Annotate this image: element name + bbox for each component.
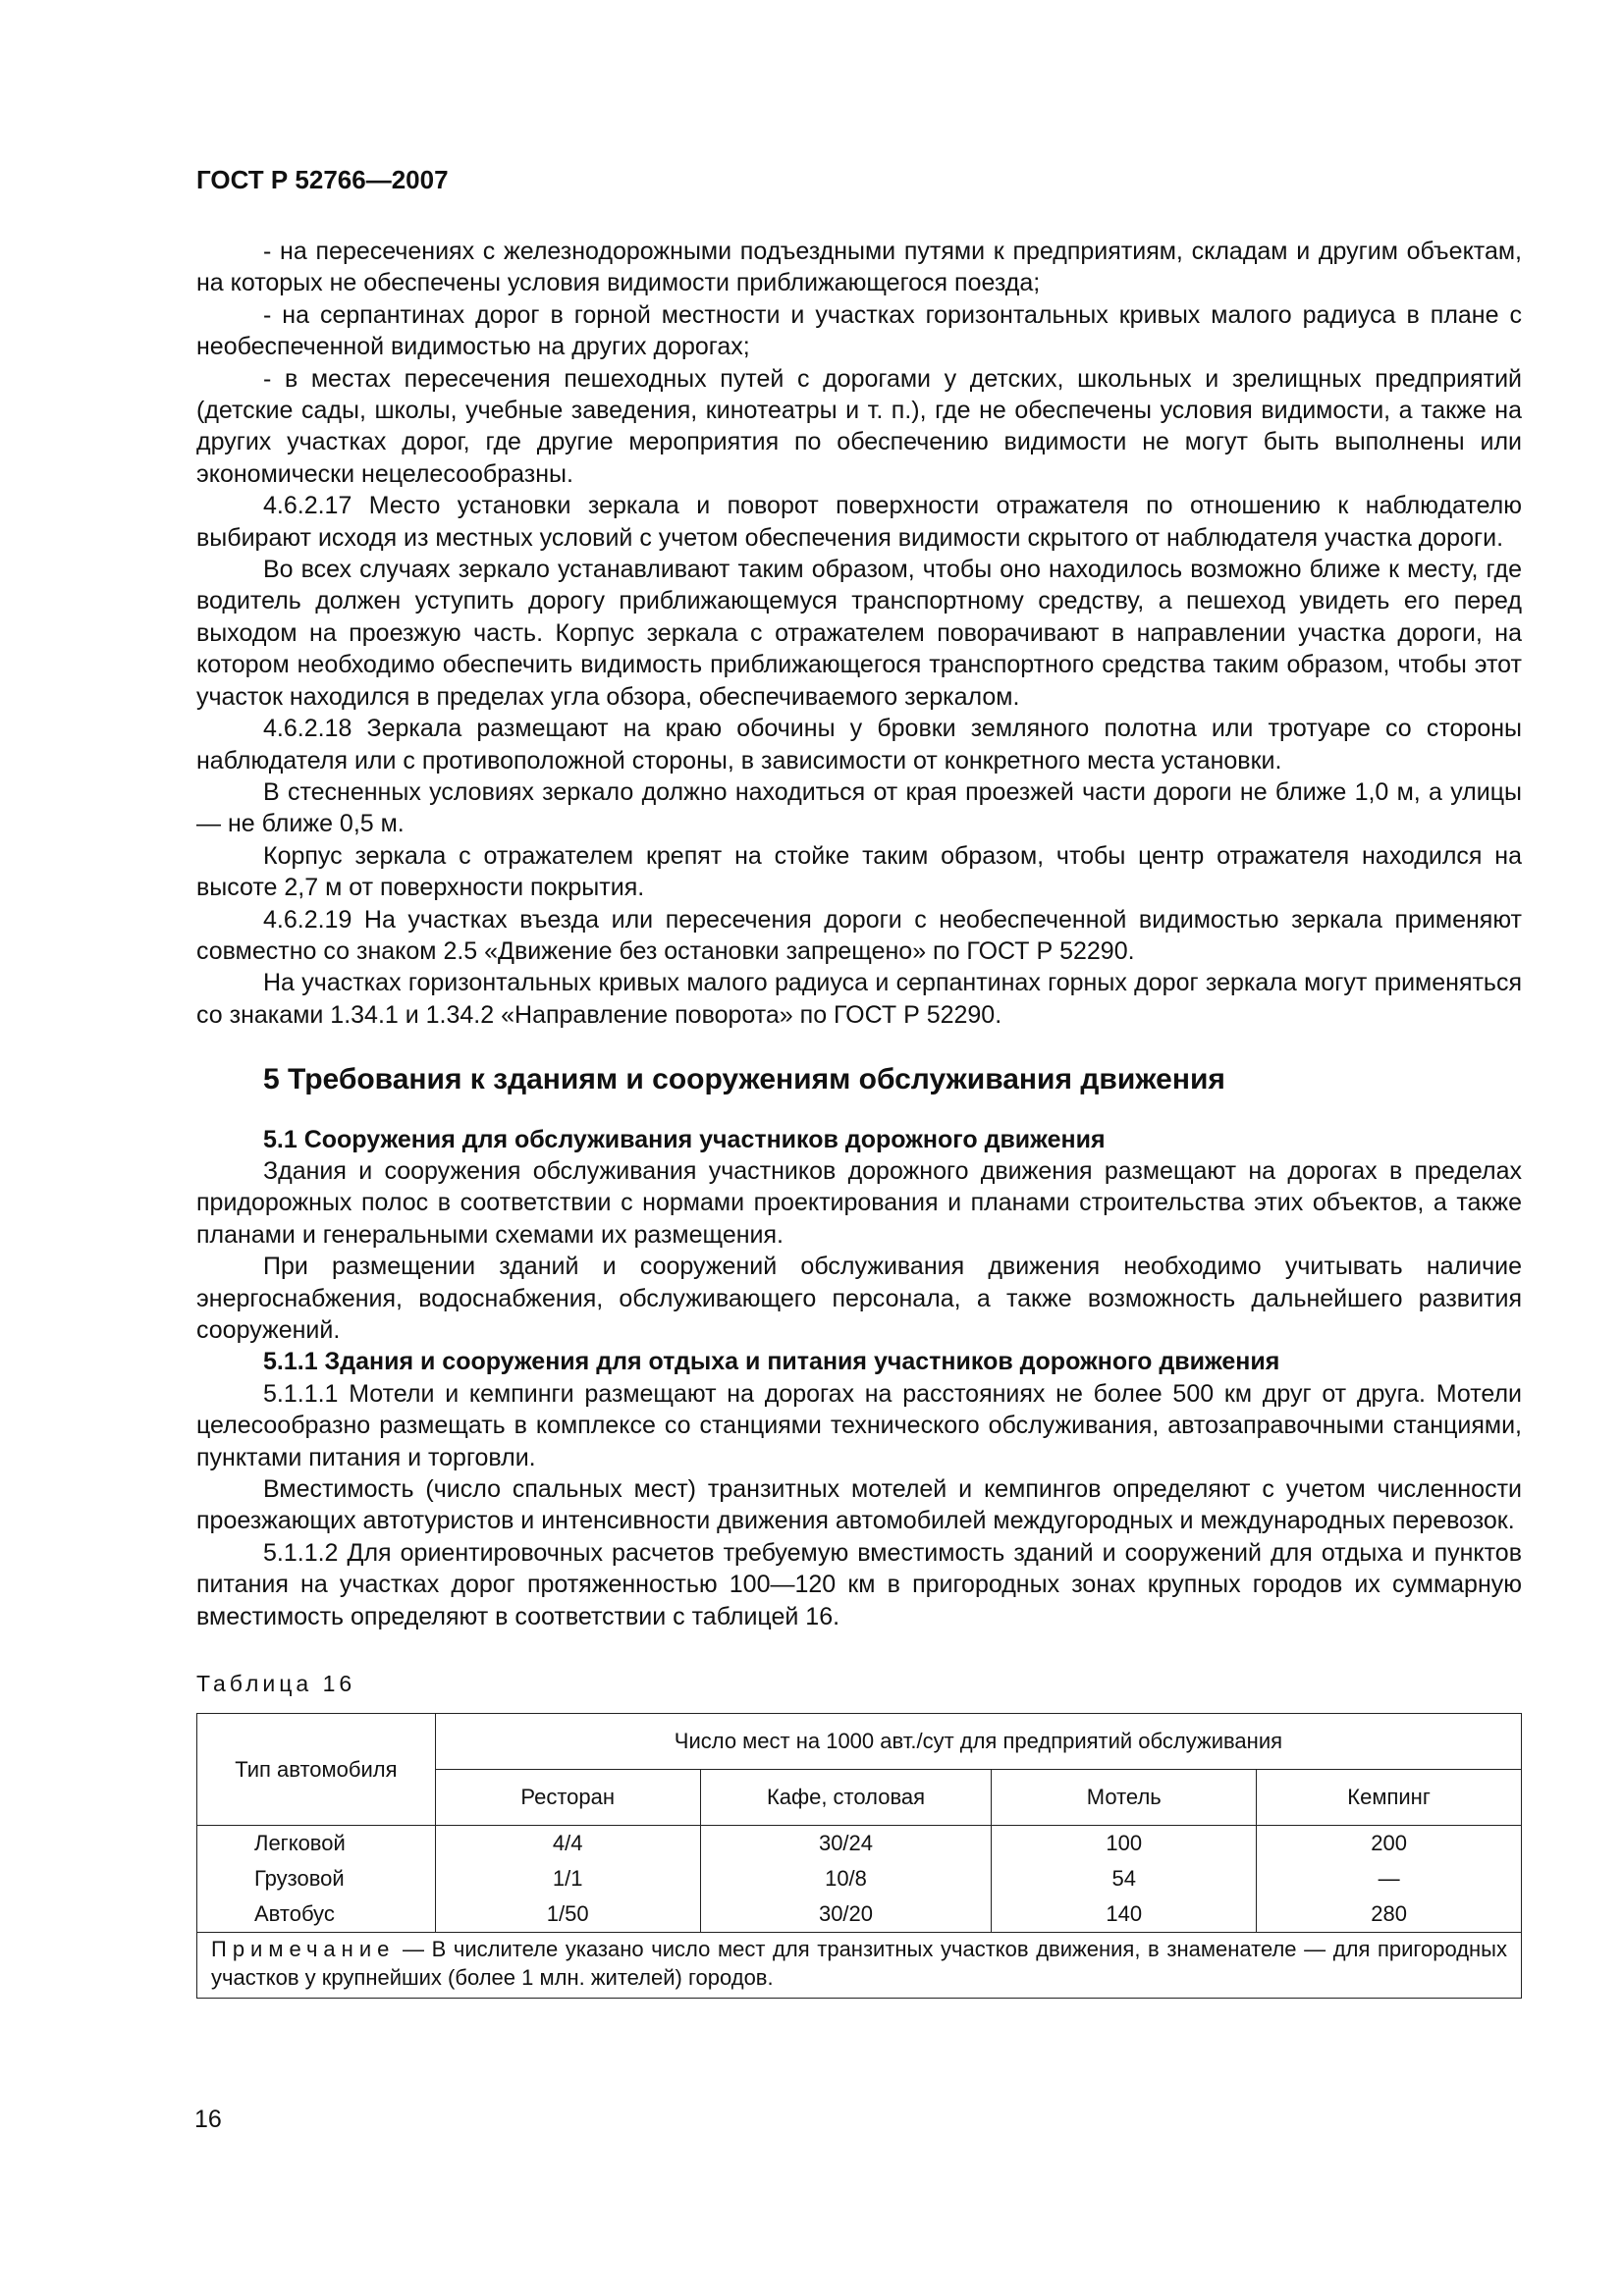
column-header-type: Тип автомобиля bbox=[197, 1714, 436, 1826]
paragraph: Здания и сооружения обслуживания участников дорожного движения размещают на дорогах в пределах придорожных полос в соответствии с нормами проектирования и планами строительства этих объектов, а также планами и генеральными схемами их размещения. bbox=[196, 1156, 1522, 1249]
table-cell: 4/4 bbox=[435, 1826, 700, 1862]
table-cell: 280 bbox=[1257, 1896, 1522, 1933]
paragraph: 5.1.1.2 Для ориентировочных расчетов требуемую вместимость зданий и сооружений для отдыха и пунктов питания на участках дорог протяженностью 100—120 км в пригородных зонах крупных городов их суммарную вместимость определяют в соответствии с таблицей 16. bbox=[196, 1538, 1522, 1630]
section-5-title: 5 Требования к зданиям и сооружениям обслуживания движения bbox=[263, 1063, 1225, 1096]
table-row bbox=[197, 1896, 1522, 1933]
table-cell: 1/1 bbox=[435, 1861, 700, 1896]
table-cell: — bbox=[1257, 1861, 1522, 1896]
table-cell: 30/20 bbox=[700, 1896, 992, 1933]
document-body bbox=[196, 236, 1522, 1999]
column-header: Кафе, столовая bbox=[700, 1770, 992, 1826]
table-row bbox=[197, 1861, 1522, 1896]
table-cell: 200 bbox=[1257, 1826, 1522, 1862]
subsection-5-1-1-title: 5.1.1 Здания и сооружения для отдыха и питания участников дорожного движения bbox=[263, 1348, 1280, 1376]
paragraph: 4.6.2.17 Место установки зеркала и поворот поверхности отражателя по отношению к наблюдателю выбирают исходя из местных условий с учетом обеспечения видимости скрытого от наблюдателя участка дороги. bbox=[196, 492, 1522, 552]
table-cell: 140 bbox=[992, 1896, 1257, 1933]
column-header: Мотель bbox=[992, 1770, 1257, 1826]
table-note-label: Примечание bbox=[211, 1937, 396, 1962]
paragraph: Во всех случаях зеркало устанавливают таким образом, чтобы оно находилось возможно ближе к месту, где водитель должен уступить дорогу приближающемуся транспортному средству, а пешеход увидеть его перед выходом на проезжую часть. Корпус зеркала с отражателем поворачивают в направлении участка дороги, на котором необходимо обеспечить видимость приближающегося транспортного средства таким образом, чтобы этот участок находился в пределах угла обзора, обеспечиваемого зеркалом. bbox=[196, 556, 1522, 711]
table-cell: 54 bbox=[992, 1861, 1257, 1896]
paragraph: 4.6.2.18 Зеркала размещают на краю обочины у бровки земляного полотна или тротуаре со стороны наблюдателя или с противоположной стороны, в зависимости от конкретного места установки. bbox=[196, 715, 1522, 774]
row-header: Автобус bbox=[197, 1896, 436, 1933]
row-header: Легковой bbox=[197, 1826, 436, 1862]
paragraph: Корпус зеркала с отражателем крепят на стойке таким образом, чтобы центр отражателя находился на высоте 2,7 м от поверхности покрытия. bbox=[196, 841, 1522, 902]
table-note-text: — В числителе указано число мест для транзитных участков движения, в знаменателе — для пригородных участков у крупнейших (более 1 млн. жителей) городов. bbox=[211, 1937, 1507, 1991]
table-row bbox=[197, 1826, 1522, 1862]
document-header: ГОСТ Р 52766—2007 bbox=[196, 165, 449, 194]
table-cell: 100 bbox=[992, 1826, 1257, 1862]
paragraph: 4.6.2.19 На участках въезда или пересечения дороги с необеспеченной видимостью зеркала применяют совместно со знаком 2.5 «Движение без остановки запрещено» по ГОСТ Р 52290. bbox=[196, 905, 1522, 965]
row-header: Грузовой bbox=[197, 1861, 436, 1896]
paragraph: В стесненных условиях зеркало должно находиться от края проезжей части дороги не ближе 1,0 м, а улицы — не ближе 0,5 м. bbox=[196, 777, 1522, 838]
table-cell: 1/50 bbox=[435, 1896, 700, 1933]
table-note bbox=[197, 1933, 1522, 1999]
paragraph: 5.1.1.1 Мотели и кемпинги размещают на дорогах на расстояниях не более 500 км друг от друга. Мотели целесообразно размещать в комплексе со станциями технического обслуживания, автозаправочными станциями, пунктами питания и торговли. bbox=[196, 1379, 1522, 1471]
paragraph: На участках горизонтальных кривых малого радиуса и серпантинах горных дорог зеркала могут применяться со знаками 1.34.1 и 1.34.2 «Направление поворота» по ГОСТ Р 52290. bbox=[196, 969, 1522, 1029]
subsection-5-1-title: 5.1 Сооружения для обслуживания участников дорожного движения bbox=[263, 1125, 1106, 1153]
paragraph: - на пересечениях с железнодорожными подъездными путями к предприятиям, складам и другим объектам, на которых не обеспечены условия видимости приближающегося поезда; bbox=[196, 238, 1522, 297]
column-group-header: Число мест на 1000 авт./сут для предприятий обслуживания bbox=[435, 1714, 1521, 1770]
column-header: Ресторан bbox=[435, 1770, 700, 1826]
table-caption: Таблица 16 bbox=[196, 1671, 356, 1697]
column-header: Кемпинг bbox=[1257, 1770, 1522, 1826]
table-cell: 30/24 bbox=[700, 1826, 992, 1862]
paragraph: - в местах пересечения пешеходных путей с дорогами у детских, школьных и зрелищных предприятий (детские сады, школы, учебные заведения, кинотеатры и т. п.), где не обеспечены условия видимости, а также на других участках дорог, где другие мероприятия по обеспечению видимости не могут быть выполнены или экономически нецелесообразны. bbox=[196, 364, 1522, 488]
paragraph: - на серпантинах дорог в горной местности и участках горизонтальных кривых малого радиуса в плане с необеспеченной видимостью на других дорогах; bbox=[196, 300, 1522, 361]
table-cell: 10/8 bbox=[700, 1861, 992, 1896]
table-16 bbox=[196, 1713, 1522, 1999]
paragraph: Вместимость (число спальных мест) транзитных мотелей и кемпингов определяют с учетом численности проезжающих автотуристов и интенсивности движения автомобилей междугородных и международных перевозок. bbox=[196, 1475, 1522, 1535]
page-number: 16 bbox=[194, 2106, 222, 2133]
paragraph: При размещении зданий и сооружений обслуживания движения необходимо учитывать наличие энергоснабжения, водоснабжения, обслуживающего персонала, а также возможность дальнейшего развития сооружений. bbox=[196, 1253, 1522, 1344]
